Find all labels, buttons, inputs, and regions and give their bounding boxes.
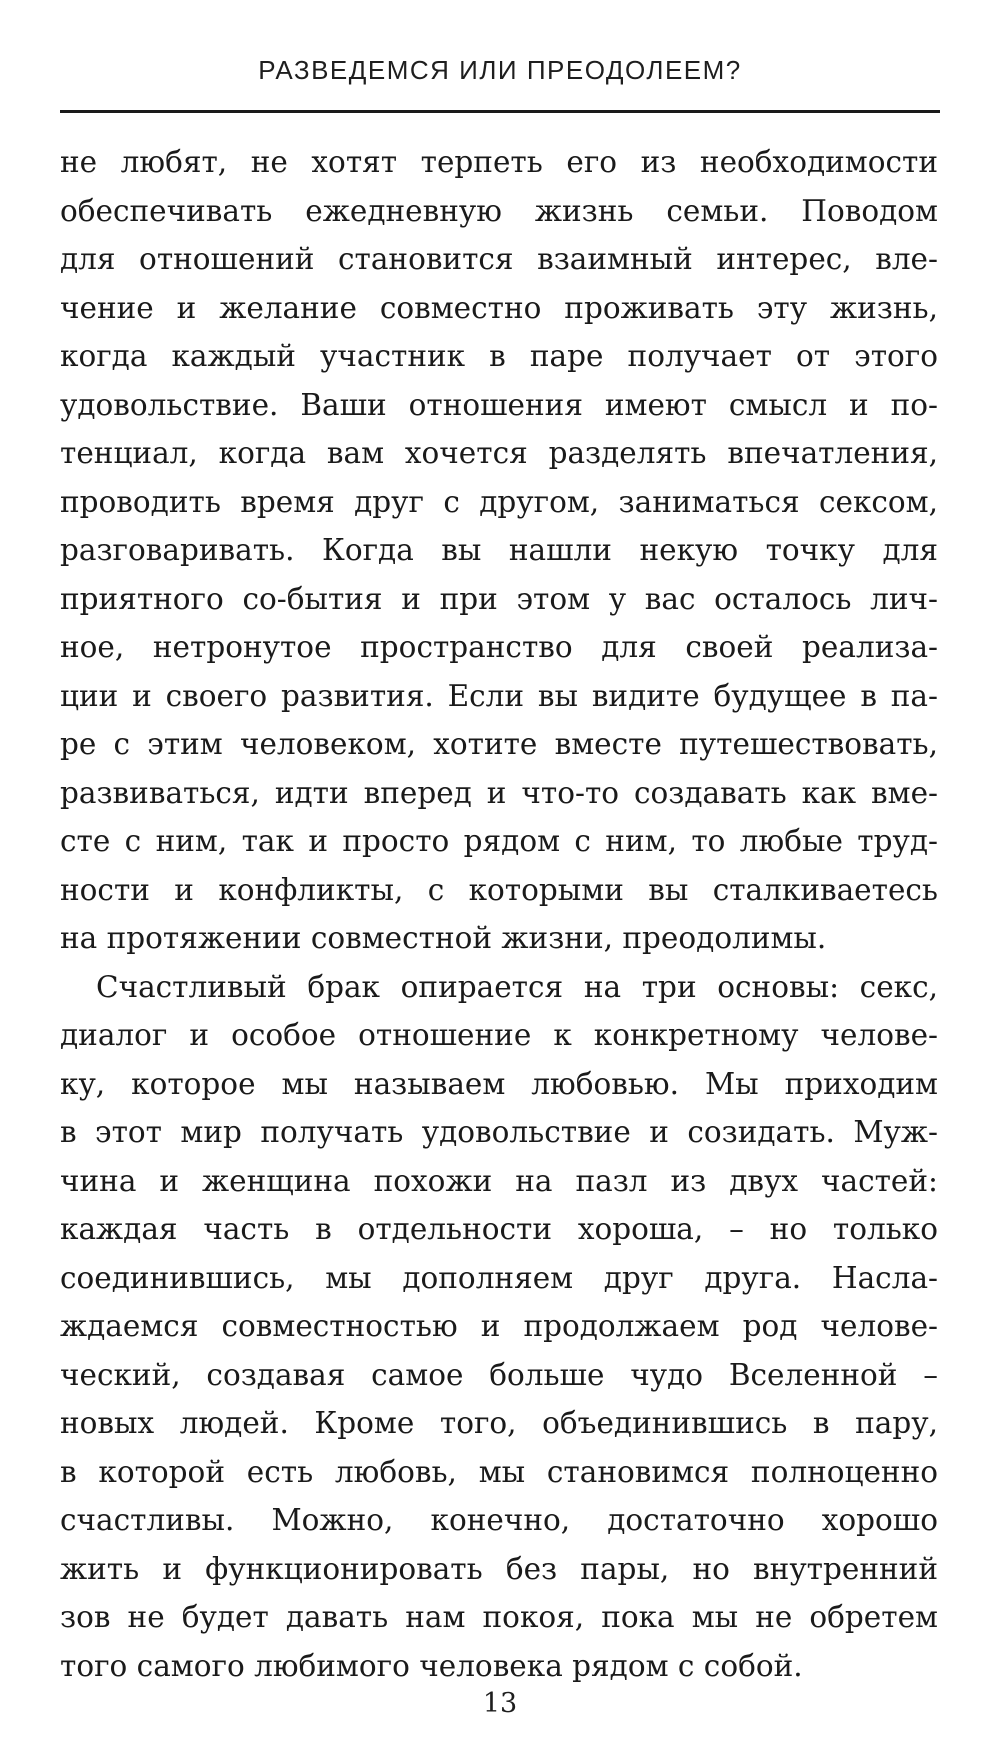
text-line: чина и женщина похожи на пазл из двух частей: [60, 1163, 938, 1198]
text-line: ции и своего развития. Если вы видите будущее в па- [60, 678, 938, 713]
text-line: в которой есть любовь, мы становимся полноценно [60, 1454, 938, 1489]
text-line: сте с ним, так и просто рядом с ним, то любые труд- [60, 824, 938, 858]
text-line: в этот мир получать удовольствие и созидать. Муж- [60, 1115, 938, 1149]
body-text [60, 138, 938, 1690]
text-line: соединившись, мы дополняем друг друга. Насла- [60, 1260, 938, 1295]
text-line: Счастливый брак опирается на три основы: секс, [96, 969, 938, 1004]
header-divider [60, 110, 940, 113]
text-line: зов не будет давать нам покоя, пока мы не обретем [60, 1600, 938, 1634]
running-title: РАЗВЕДЕМСЯ ИЛИ ПРЕОДОЛЕЕМ? [258, 55, 742, 85]
text-line: диалог и особое отношение к конкретному челове- [60, 1018, 938, 1052]
text-line: ческий, создавая самое больше чудо Вселенной – [60, 1357, 938, 1392]
text-line: каждая часть в отдельности хороша, – но только [60, 1212, 938, 1246]
text-line: на протяжении совместной жизни, преодолимы. [60, 921, 827, 955]
text-line: проводить время друг с другом, заниматься сексом, [60, 484, 938, 519]
text-line: ку, которое мы называем любовью. Мы приходим [60, 1066, 938, 1101]
text-line: счастливы. Можно, конечно, достаточно хорошо [60, 1503, 938, 1537]
text-line: обеспечивать ежедневную жизнь семьи. Поводом [60, 193, 938, 228]
text-line: ре с этим человеком, хотите вместе путешествовать, [60, 727, 938, 761]
text-line: развиваться, идти вперед и что-то создавать как вме- [60, 775, 938, 810]
text-line: новых людей. Кроме того, объединившись в пару, [60, 1406, 938, 1440]
paragraph [60, 963, 938, 1691]
text-line: жить и функционировать без пары, но внутренний [60, 1551, 938, 1586]
page-number: 13 [482, 1688, 518, 1719]
paragraph [60, 138, 938, 963]
text-line: когда каждый участник в паре получает от этого [60, 339, 938, 373]
text-line: удовольствие. Ваши отношения имеют смысл и по- [60, 387, 938, 422]
text-line: ности и конфликты, с которыми вы сталкиваетесь [60, 872, 938, 907]
text-line: того самого любимого человека рядом с собой. [60, 1648, 803, 1683]
text-line: ждаемся совместностью и продолжаем род челове- [60, 1309, 938, 1343]
text-line: не любят, не хотят терпеть его из необходимости [60, 145, 938, 179]
text-line: приятного со-бытия и при этом у вас осталось лич- [60, 581, 938, 616]
text-line: тенциал, когда вам хочется разделять впечатления, [60, 436, 938, 470]
text-line: для отношений становится взаимный интерес, вле- [60, 242, 938, 276]
text-line: ное, нетронутое пространство для своей реализа- [60, 630, 938, 664]
text-line: разговаривать. Когда вы нашли некую точку для [60, 533, 938, 567]
text-line: чение и желание совместно проживать эту жизнь, [60, 290, 938, 325]
